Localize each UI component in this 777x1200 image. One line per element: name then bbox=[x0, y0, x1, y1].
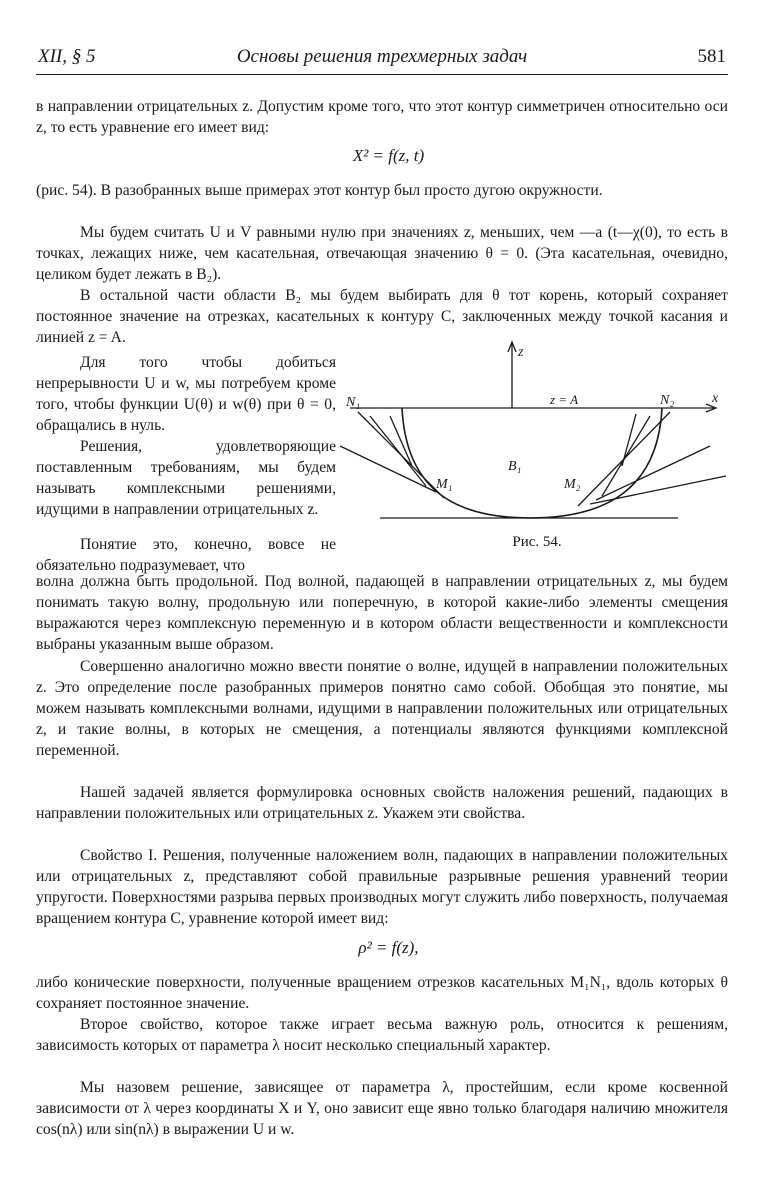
figure-54 bbox=[340, 336, 734, 561]
m2-label: M₂ bbox=[564, 477, 581, 492]
equation: ρ² = f(z), bbox=[358, 938, 419, 957]
tangent-left-2 bbox=[370, 416, 426, 486]
paragraph: либо конические поверхности, полученные вращением отрезков касательных M₁N₁, вдоль которых θ сохраняет постоянное значение. bbox=[36, 974, 728, 1012]
running-title: Основы решения трехмерных задач bbox=[236, 46, 528, 67]
x-axis-label: x bbox=[712, 391, 719, 406]
paragraph: Второе свойство, которое также играет весьма важную роль, относится к решениям, зависимость которых от параметра λ носит несколько специальный характер. bbox=[36, 1016, 728, 1054]
n2-label: N₂ bbox=[660, 393, 675, 408]
paragraph: Нашей задачей является формулировка основных свойств наложения решений, падающих в направлении положительных или отрицательных z. Укажем эти свойства. bbox=[36, 784, 728, 822]
section-ref: XII, § 5 bbox=[38, 46, 96, 67]
paragraph: Мы будем считать U и V равными нулю при значениях z, меньших, чем —a (t—χ(0), то есть в точках, лежащих ниже, чем касательная, отвечающая значению θ = 0. (Эта касательная, очевидно, целиком будет лежать в B₂). bbox=[36, 224, 728, 283]
tangent-right-3 bbox=[622, 414, 636, 466]
figure-diagram bbox=[340, 336, 734, 561]
m1-label: M₁ bbox=[436, 477, 453, 492]
paragraph: Понятие это, конечно, вовсе не обязательно подразумевает, что bbox=[36, 536, 336, 574]
z-axis-label: z bbox=[518, 345, 524, 360]
paragraph: Мы назовем решение, зависящее от параметра λ, простейшим, если кроме косвенной зависимости от λ через координаты X и Y, оно зависит еще явно только благодаря наличию множителя cos(nλ) или sin(nλ) в выражении U и w. bbox=[36, 1079, 728, 1138]
tangent-left-3 bbox=[390, 416, 412, 466]
n1-label: N₁ bbox=[346, 395, 361, 410]
paragraph: в направлении отрицательных z. Допустим кроме того, что этот контур симметричен относительно оси z, то есть уравнение его имеет вид: bbox=[36, 98, 728, 136]
line-label: z = A bbox=[550, 392, 579, 407]
paragraph: В остальной части области B₂ мы будем выбирать для θ тот корень, который сохраняет постоянное значение на отрезках, касательных к контуру C, заключенных между точкой касания и линией z = A. bbox=[36, 287, 728, 346]
equation: X² = f(z, t) bbox=[352, 146, 425, 165]
paragraph: Совершенно аналогично можно ввести понятие о волне, идущей в направлении положительных z. Это определение после разобранных примеров понятно само собой. Обобщая это понятие, мы можем называть комплексными волнами, идущими в направлении положительных или отрицательных z, и такие волны, в которых не смещения, а потенциалы являются функциями комплексной переменной. bbox=[36, 658, 728, 759]
tangent-right-2 bbox=[602, 416, 650, 496]
paragraph: Для того чтобы добиться непрерывности U и w, мы потребуем кроме того, чтобы функции U(θ) и w(θ) при θ = 0, обращались в нуль. bbox=[36, 354, 336, 434]
running-header bbox=[36, 44, 728, 75]
page-number: 581 bbox=[697, 46, 726, 67]
paragraph: Свойство I. Решения, полученные наложением волн, падающих в направлении положительных или отрицательных z, представляют собой правильные разрывные решения уравнений теории упругости. Поверхностями разрыва первых производных могут служить либо поверхность, получаемая вращением контура C, уравнение которой имеет вид: bbox=[36, 847, 728, 927]
paragraph: волна должна быть продольной. Под волной, падающей в направлении отрицательных z, мы будем понимать такую волну, продольную или поперечную, в которой какие-либо элементы смещения выражаются через комплексную переменную и в котором области вещественности и комплексности выбраны указанным выше образом. bbox=[36, 573, 728, 653]
tangent-right-4 bbox=[590, 476, 726, 504]
tangent-left-4 bbox=[340, 446, 436, 492]
b1-label: B₁ bbox=[508, 459, 522, 474]
figure-caption: Рис. 54. bbox=[512, 534, 562, 550]
paragraph: (рис. 54). В разобранных выше примерах этот контур был просто дугою окружности. bbox=[36, 182, 603, 199]
paragraph: Решения, удовлетворяющие поставленным требованиям, мы будем называть комплексными решениями, идущими в направлении отрицательных z. bbox=[36, 438, 336, 518]
